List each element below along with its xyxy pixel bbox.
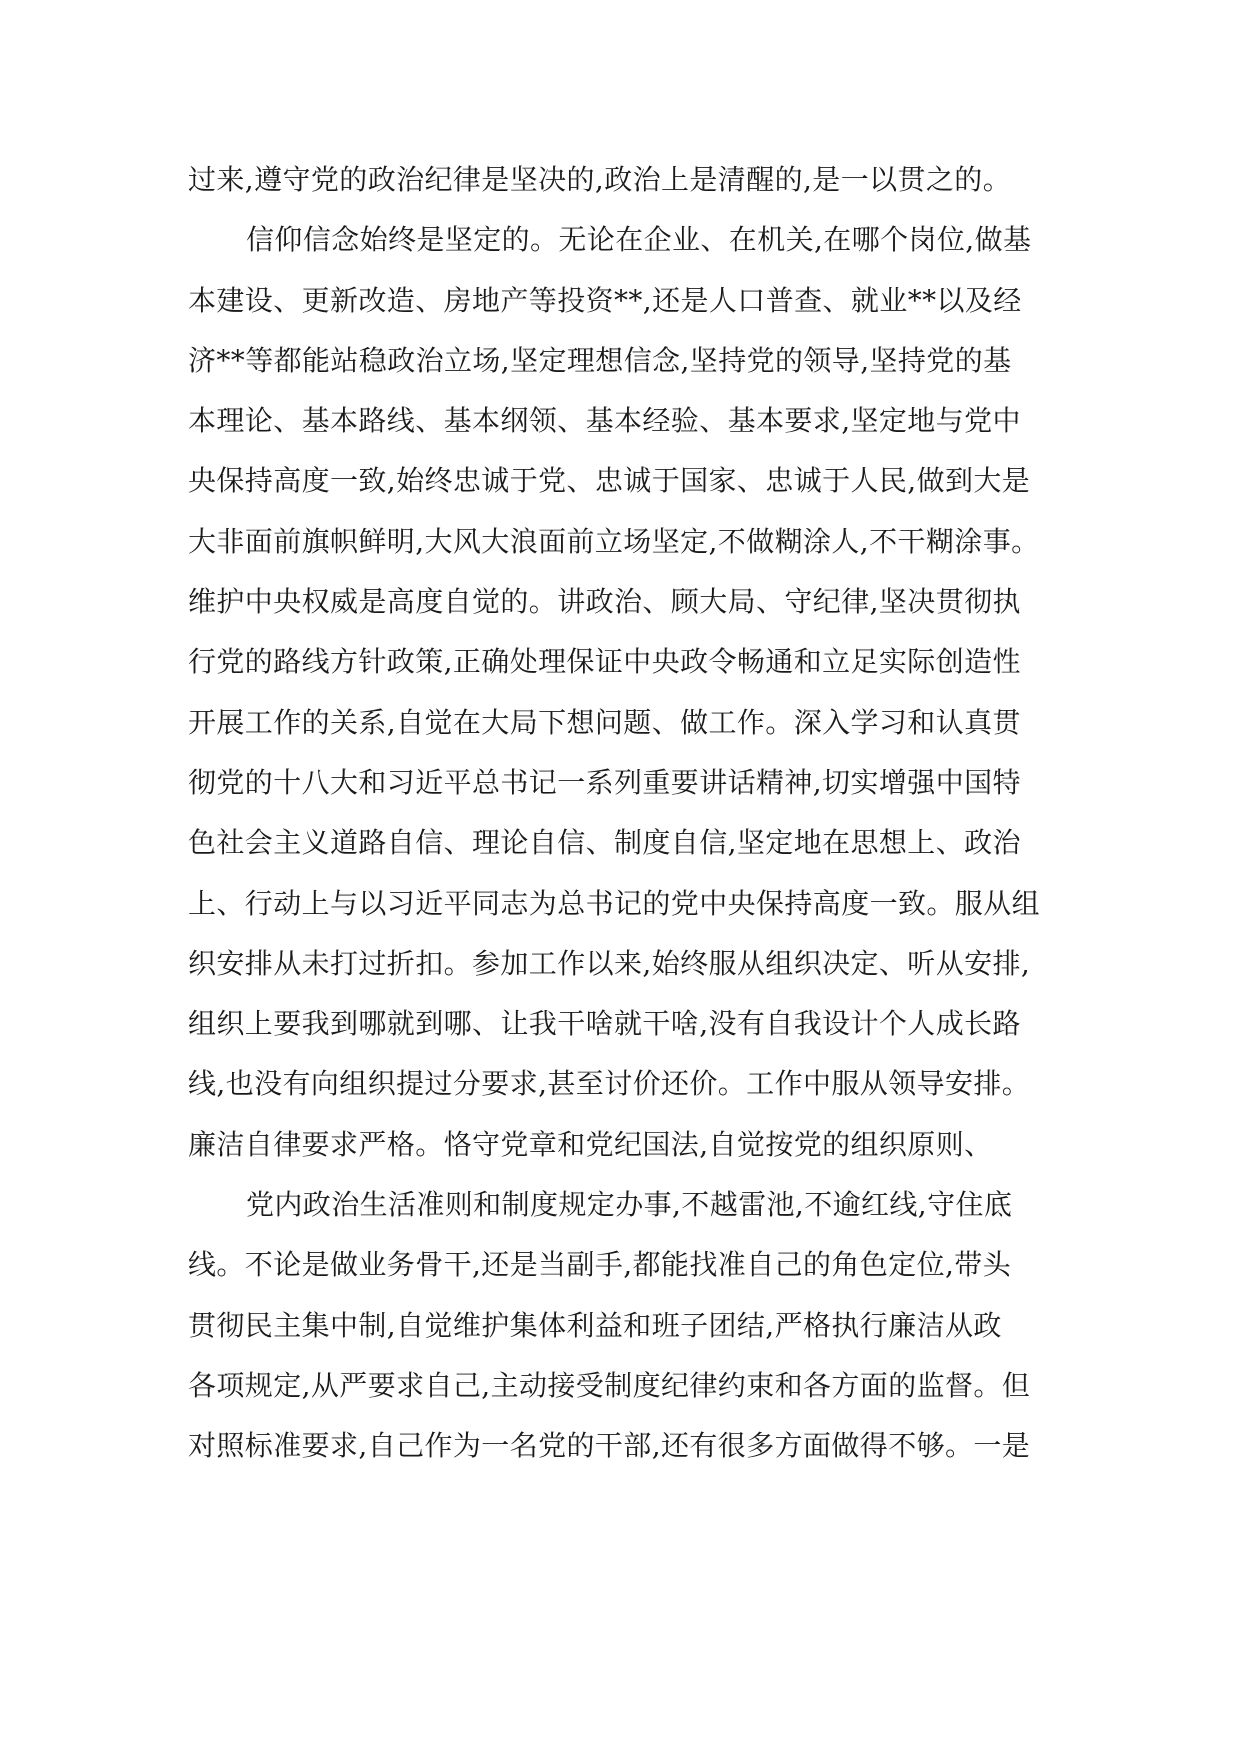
text-line-7: 大非面前旗帜鲜明,大风大浪面前立场坚定,不做糊涂人,不干糊涂事。 (188, 524, 1040, 558)
text-line-19: 线。不论是做业务骨干,还是当副手,都能找准自己的角色定位,带头 (188, 1248, 1012, 1282)
text-line-15: 组织上要我到哪就到哪、让我干啥就干啥,没有自我设计个人成长路 (188, 1007, 1021, 1041)
text-line-9: 行党的路线方针政策,正确处理保证中央政令畅通和立足实际创造性 (188, 645, 1021, 679)
text-line-2: 信仰信念始终是坚定的。无论在企业、在机关,在哪个岗位,做基 (246, 223, 1032, 257)
text-line-11: 彻党的十八大和习近平总书记一系列重要讲话精神,切实增强中国特 (188, 765, 1021, 799)
document-body (188, 150, 1068, 1477)
text-line-17: 廉洁自律要求严格。恪守党章和党纪国法,自觉按党的组织原则、 (188, 1127, 993, 1161)
text-line-14: 织安排从未打过折扣。参加工作以来,始终服从组织决定、听从安排, (188, 946, 1031, 980)
text-line-18: 党内政治生活准则和制度规定办事,不越雷池,不逾红线,守住底 (246, 1188, 1013, 1222)
text-line-12: 色社会主义道路自信、理论自信、制度自信,坚定地在思想上、政治 (188, 826, 1021, 860)
text-line-8: 维护中央权威是高度自觉的。讲政治、顾大局、守纪律,坚决贯彻执 (188, 585, 1021, 619)
text-line-1: 过来,遵守党的政治纪律是坚决的,政治上是清醒的,是一以贯之的。 (188, 163, 1012, 196)
text-line-16: 线,也没有向组织提过分要求,甚至讨价还价。工作中服从领导安排。 (188, 1067, 1031, 1101)
text-line-13: 上、行动上与以习近平同志为总书记的党中央保持高度一致。服从组 (188, 886, 1041, 920)
text-line-3: 本建设、更新改造、房地产等投资**,还是人口普查、就业**以及经 (188, 283, 1022, 317)
text-line-22: 对照标准要求,自己作为一名党的干部,还有很多方面做得不够。一是 (188, 1429, 1031, 1463)
text-line-4: 济**等都能站稳政治立场,坚定理想信念,坚持党的领导,坚持党的基 (188, 343, 1012, 377)
text-line-21: 各项规定,从严要求自己,主动接受制度纪律约束和各方面的监督。但 (188, 1368, 1031, 1402)
text-line-5: 本理论、基本路线、基本纲领、基本经验、基本要求,坚定地与党中 (188, 404, 1021, 438)
text-line-6: 央保持高度一致,始终忠诚于党、忠诚于国家、忠诚于人民,做到大是 (188, 464, 1031, 498)
text-line-10: 开展工作的关系,自觉在大局下想问题、做工作。深入学习和认真贯 (188, 705, 1021, 739)
text-line-20: 贯彻民主集中制,自觉维护集体利益和班子团结,严格执行廉洁从政 (188, 1308, 1002, 1342)
